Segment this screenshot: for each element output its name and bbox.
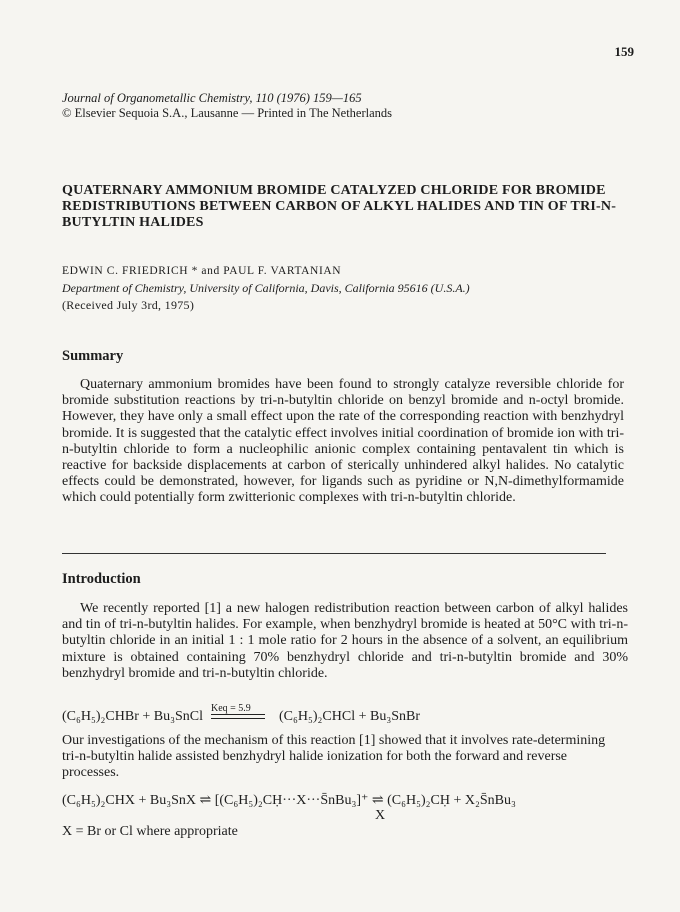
equation-1-right: (C₆H₅)₂CHCl + Bu₃SnBr (279, 709, 420, 724)
page-number: 159 (614, 44, 634, 59)
equation-2: (C₆H₅)₂CHX + Bu₃SnX ⇌ [(C₆H₅)₂CḤ···X···S̄nBu₃]⁺ ⇌ (C₆H₅)₂CḤ + X₂S̄nBu₃ (62, 793, 516, 808)
equation-1 (62, 702, 420, 726)
affiliation: Department of Chemistry, University of California, Davis, California 95616 (U.S.A.) (62, 281, 470, 295)
copyright-line: © Elsevier Sequoia S.A., Lausanne — Printed in The Netherlands (62, 106, 393, 120)
equilibrium-constant: Keq = 5.9 (211, 702, 251, 714)
introduction-heading: Introduction (62, 571, 141, 587)
introduction-paragraph: We recently reported [1] a new halogen redistribution reaction between carbon of alkyl halides and tin of tri-n-butyltin halides. For example, when benzhydryl bromide is heated at 50°C with tri-n-butyltin chloride in an initial 1 : 1 mole ratio for 2 hours in the absence of a solvent, an equilibrium mixture is obtained containing 70% benzhydryl chloride and tri-n-butyltin bromide and 30% benzhydryl bromide and tri-n-butyltin chloride. (62, 601, 628, 681)
equation-2-x-substituent: X (375, 808, 386, 823)
summary-heading: Summary (62, 348, 124, 364)
authors: EDWIN C. FRIEDRICH * and PAUL F. VARTANIAN (62, 265, 342, 277)
equation-note: X = Br or Cl where appropriate (62, 824, 238, 839)
summary-paragraph: Quaternary ammonium bromides have been found to strongly catalyze reversible chloride for bromide substitution reactions by tri-n-butyltin chloride on benzyl bromide and n-octyl bromide. However, they have only a small effect upon the rate of the corresponding reaction with benzhydryl bromide. It is suggested that the catalytic effect involves initial coordination of bromide ion with tri-n-butyltin chloride to form a nucleophilic anionic complex containing pentavalent tin which is reactive for backside displacements at carbon of sterically unhindered alkyl halides. No catalytic effects could be demonstrated, however, for ligands such as pyridine or N,N-dimethylformamide which could potentially form zwitterionic complexes with tri-n-butyltin chloride. (62, 377, 624, 506)
equilibrium-arrow (209, 702, 267, 724)
equation-1-left: (C₆H₅)₂CHBr + Bu₃SnCl (62, 709, 203, 724)
section-divider (62, 553, 606, 554)
journal-citation: Journal of Organometallic Chemistry, 110 (1976) 159—165 (62, 91, 362, 105)
paper-title: QUATERNARY AMMONIUM BROMIDE CATALYZED CHLORIDE FOR BROMIDE REDISTRIBUTIONS BETWEEN CARBON OF ALKYL HALIDES AND TIN OF TRI-N-BUTYLTIN HALIDES (62, 183, 617, 230)
mechanism-paragraph: Our investigations of the mechanism of this reaction [1] showed that it involves rate-determining tri-n-butyltin halide assisted benzhydryl halide ionization for both the forward and reverse processes. (62, 733, 606, 781)
received-date: (Received July 3rd, 1975) (62, 298, 195, 312)
